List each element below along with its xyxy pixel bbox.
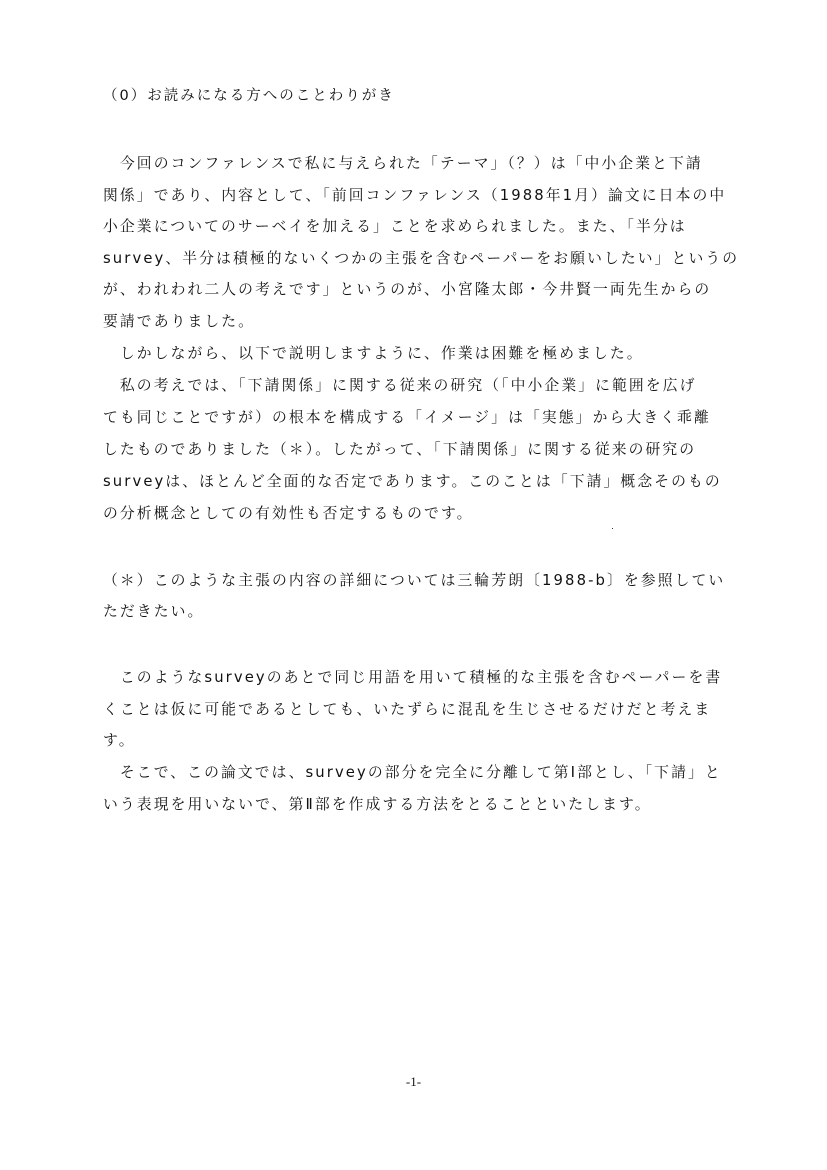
body-line: 私の考えでは、「下請関係」に関する従来の研究（「中小企業」に範囲を広げ (103, 377, 697, 394)
body-line: surveyは、ほとんど全面的な否定であります。このことは「下請」概念そのもの (103, 473, 722, 490)
body-line: 今回のコンファレンスで私に与えられた「テーマ」（？）は「中小企業と下請 (103, 155, 703, 172)
body-line: このようなsurveyのあとで同じ用語を用いて積極的な主張を含むペーパーを書 (103, 669, 723, 686)
body-line: しかしながら、以下で説明しますように、作業は困難を極めました。 (103, 345, 644, 362)
body-line: くことは仮に可能であるとしても、いたずらに混乱を生じさせるだけだと考えま (103, 701, 712, 718)
body-line: したものでありました（＊）。したがって、「下請関係」に関する従来の研究の (103, 441, 697, 458)
scan-speck (612, 528, 613, 529)
body-line: 要請でありました。 (103, 313, 256, 330)
body-line: 関係」であり、内容として、「前回コンファレンス（1988年1月）論文に日本の中 (103, 187, 727, 204)
body-line: 小企業についてのサーベイを加える」ことを求められました。また、「半分は (103, 218, 687, 235)
body-line: survey、半分は積極的ないくつかの主張を含むペーパーをお願いしたい」というの (103, 250, 740, 267)
body-line: ても同じことですが）の根本を構成する「イメージ」は「実態」から大きく乖離 (103, 409, 711, 426)
body-line: が、われわれ二人の考えです」というのが、小宮隆太郎・今井賢一両先生からの (103, 281, 712, 298)
footnote-line: ただきたい。 (103, 603, 205, 620)
footnote-line: （＊）このような主張の内容の詳細については三輪芳朗〔1988-b〕を参照してい (103, 572, 726, 589)
body-line: す。 (103, 732, 136, 749)
section-heading: （0）お読みになる方へのことわりがき (103, 88, 395, 104)
page-number: -1- (405, 1074, 422, 1089)
body-line: の分析概念としての有効性も否定するものです。 (103, 505, 474, 522)
body-line: いう表現を用いないで、第Ⅱ部を作成する方法をとることといたします。 (103, 796, 652, 813)
body-line: そこで、この論文では、surveyの部分を完全に分離して第Ⅰ部とし、「下請」と (103, 764, 722, 781)
